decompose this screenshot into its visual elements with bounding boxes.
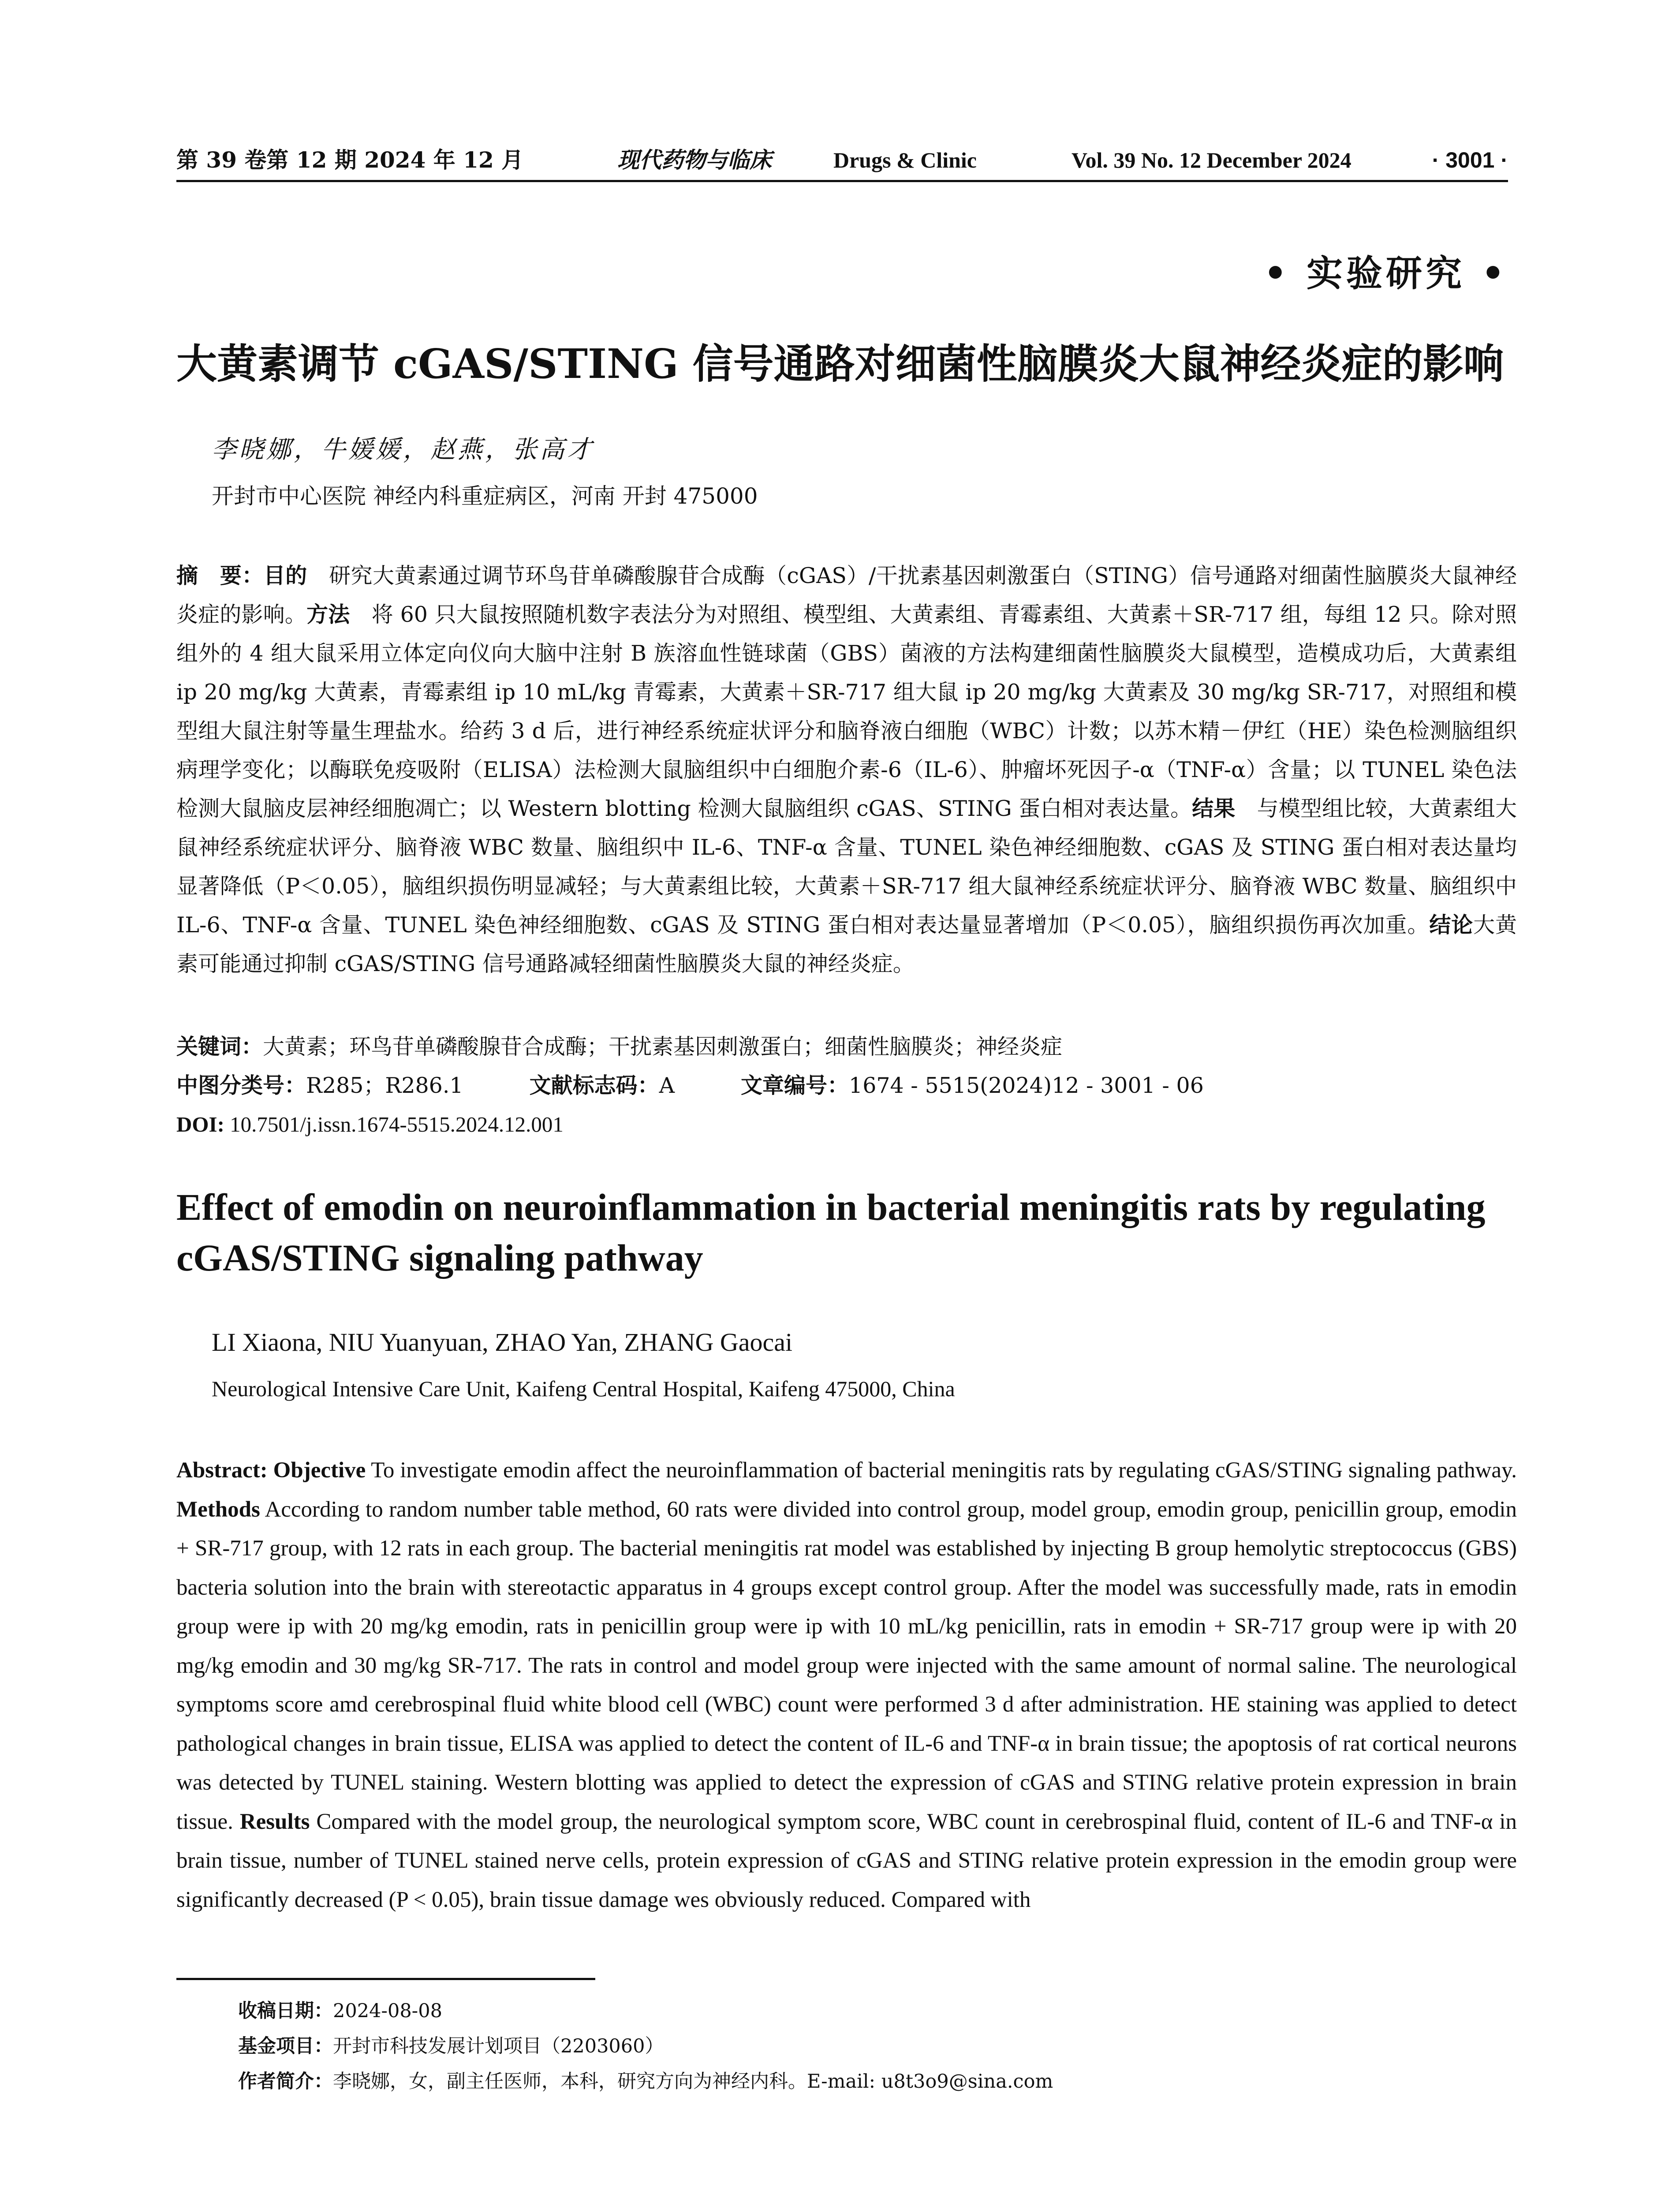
affiliation-en: Neurological Intensive Care Unit, Kaifeng Central Hospital, Kaifeng 475000, China	[212, 1376, 955, 1401]
authors-cn: 李晓娜，牛媛媛，赵燕，张高才	[212, 435, 594, 464]
author-bio-value: 李晓娜，女，副主任医师，本科，研究方向为神经内科。E-mail: u8t3o9@sina.com	[333, 2070, 1053, 2093]
doi-line	[176, 1105, 564, 1144]
author-bio-label: 作者简介：	[238, 2070, 333, 2093]
running-header	[176, 140, 1508, 182]
results-label-en: Results	[239, 1809, 310, 1834]
abstract-label-cn: 摘 要：	[176, 563, 264, 588]
received-label: 收稿日期：	[238, 2000, 333, 2022]
header-volume: Vol. 39 No. 12 December 2024	[1071, 148, 1351, 172]
doc-code-value: A	[659, 1073, 675, 1098]
article-no-value: 1674 - 5515(2024)12 - 3001 - 06	[849, 1073, 1204, 1098]
header-page-number: · 3001 ·	[1432, 148, 1508, 172]
footnote-rule	[176, 1978, 595, 1980]
conclusion-text-cn: 大黄素可能通过抑制 cGAS/STING 信号通路减轻细菌性脑膜炎大鼠的神经炎症。	[176, 912, 1517, 976]
abstract-cn	[176, 557, 1517, 983]
classification-line	[176, 1066, 1204, 1105]
footnotes	[238, 1993, 1053, 2099]
methods-text-en: According to random number table method, 60 rats were divided into control group, model group, emodin group, penicillin group, emodin + SR-717 group, with 12 rats in each group. The bacterial meningitis rat model was established by injecting B group hemolytic streptococcus (GBS) bacteria solution into the brain with stereotactic apparatus in 4 groups except control group. After the model was successfully made, rats in emodin group were ip with 20 mg/kg emodin, rats in penicillin group were ip with 10 mL/kg penicillin, rats in emodin + SR-717 group were ip with 20 mg/kg emodin and 30 mg/kg SR-717. The rats in control and model group were injected with the same amount of normal saline. The neurological symptoms score amd cerebrospinal fluid white blood cell (WBC) count were performed 3 d after administration. HE staining was applied to detect pathological changes in brain tissue, ELISA was applied to detect the content of IL-6 and TNF-α in brain tissue; the apoptosis of rat cortical neurons was detected by TUNEL staining. Western blotting was applied to detect the expression of cGAS and STING relative protein expression in brain tissue.	[176, 1497, 1517, 1834]
clc-value: R285；R286.1	[306, 1073, 463, 1098]
results-text-en: Compared with the model group, the neurological symptom score, WBC count in cerebrospinal fluid, content of IL-6 and TNF-α in brain tissue, number of TUNEL stained nerve cells, protein expression of cGAS and STING relative protein expression in the emodin group were significantly decreased (P < 0.05), brain tissue damage wes obviously reduced. Compared with	[176, 1809, 1517, 1912]
objective-text-cn: 研究大黄素通过调节环鸟苷单磷酸腺苷合成酶（cGAS）/干扰素基因刺激蛋白（STING）信号通路对细菌性脑膜炎大鼠神经炎症的影响。	[176, 563, 1517, 627]
received-value: 2024-08-08	[333, 2000, 442, 2022]
keywords-label: 关键词：	[176, 1034, 263, 1059]
author-bio	[238, 2064, 1053, 2099]
doi-label: DOI:	[176, 1112, 224, 1136]
keywords-text: 大黄素；环鸟苷单磷酸腺苷合成酶；干扰素基因刺激蛋白；细菌性脑膜炎；神经炎症	[263, 1034, 1063, 1059]
objective-text-en: To investigate emodin affect the neuroinflammation of bacterial meningitis rats by regulating cGAS/STING signaling pathway.	[366, 1458, 1517, 1483]
results-text-cn: 与模型组比较，大黄素组大鼠神经系统症状评分、脑脊液 WBC 数量、脑组织中 IL-6、TNF-α 含量、TUNEL 染色神经细胞数、cGAS 及 STING 蛋白相对表达量均显著降低（P＜0.05），脑组织损伤明显减轻；与大黄素组比较，大黄素＋SR-717 组大鼠神经系统症状评分、脑脊液 WBC 数量、脑组织中 IL-6、TNF-α 含量、TUNEL 染色神经细胞数、cGAS 及 STING 蛋白相对表达量显著增加（P＜0.05），脑组织损伤再次加重。	[176, 796, 1517, 938]
authors-en: LI Xiaona, NIU Yuanyuan, ZHAO Yan, ZHANG Gaocai	[212, 1328, 793, 1357]
abstract-en	[176, 1451, 1517, 1919]
objective-label-en: Objective	[273, 1458, 366, 1483]
title-cn: 大黄素调节 cGAS/STING 信号通路对细菌性脑膜炎大鼠神经炎症的影响	[176, 340, 1504, 388]
abstract-label-en: Abstract:	[176, 1458, 268, 1483]
fund-value: 开封市科技发展计划项目（2203060）	[333, 2035, 664, 2057]
received-date	[238, 1993, 1053, 2029]
objective-label-cn: 目的	[263, 563, 307, 588]
keywords-cn	[176, 1028, 1062, 1066]
affiliation-cn: 开封市中心医院 神经内科重症病区，河南 开封 475000	[212, 483, 758, 509]
section-label: • 实验研究 •	[1264, 252, 1508, 295]
methods-text-cn: 将 60 只大鼠按照随机数字表法分为对照组、模型组、大黄素组、青霉素组、大黄素＋SR-717 组，每组 12 只。除对照组外的 4 组大鼠采用立体定向仪向大脑中注射 B 族溶血性链球菌（GBS）菌液的方法构建细菌性脑膜炎大鼠模型，造模成功后，大黄素组 ip 20 mg/kg 大黄素，青霉素组 ip 10 mL/kg 青霉素，大黄素＋SR-717 组大鼠 ip 20 mg/kg 大黄素及 30 mg/kg SR-717，对照组和模型组大鼠注射等量生理盐水。给药 3 d 后，进行神经系统症状评分和脑脊液白细胞（WBC）计数；以苏木精－伊红（HE）染色检测脑组织病理学变化；以酶联免疫吸附（ELISA）法检测大鼠脑组织中白细胞介素-6（IL-6）、肿瘤坏死因子-α（TNF-α）含量；以 TUNEL 染色法检测大鼠脑皮层神经细胞凋亡；以 Western blotting 检测大鼠脑组织 cGAS、STING 蛋白相对表达量。	[176, 602, 1517, 821]
fund-project	[238, 2029, 1053, 2064]
title-en: Effect of emodin on neuroinflammation in bacterial meningitis rats by regulating cGAS/STING signaling pathway	[176, 1186, 1486, 1279]
header-journal-en: Drugs & Clinic	[833, 148, 977, 172]
clc-label: 中图分类号：	[176, 1073, 306, 1098]
methods-label-cn: 方法	[306, 602, 350, 627]
article-no-label: 文章编号：	[741, 1073, 849, 1098]
header-issue: 第 39 卷第 12 期 2024 年 12 月	[176, 147, 524, 173]
header-journal-cn: 现代药物与临床	[617, 147, 772, 173]
results-label-cn: 结果	[1192, 796, 1236, 821]
doc-code-label: 文献标志码：	[529, 1073, 659, 1098]
conclusion-label-cn: 结论	[1429, 912, 1474, 938]
fund-label: 基金项目：	[238, 2035, 333, 2057]
methods-label-en: Methods	[176, 1497, 260, 1522]
doi-value: 10.7501/j.issn.1674-5515.2024.12.001	[230, 1112, 564, 1136]
